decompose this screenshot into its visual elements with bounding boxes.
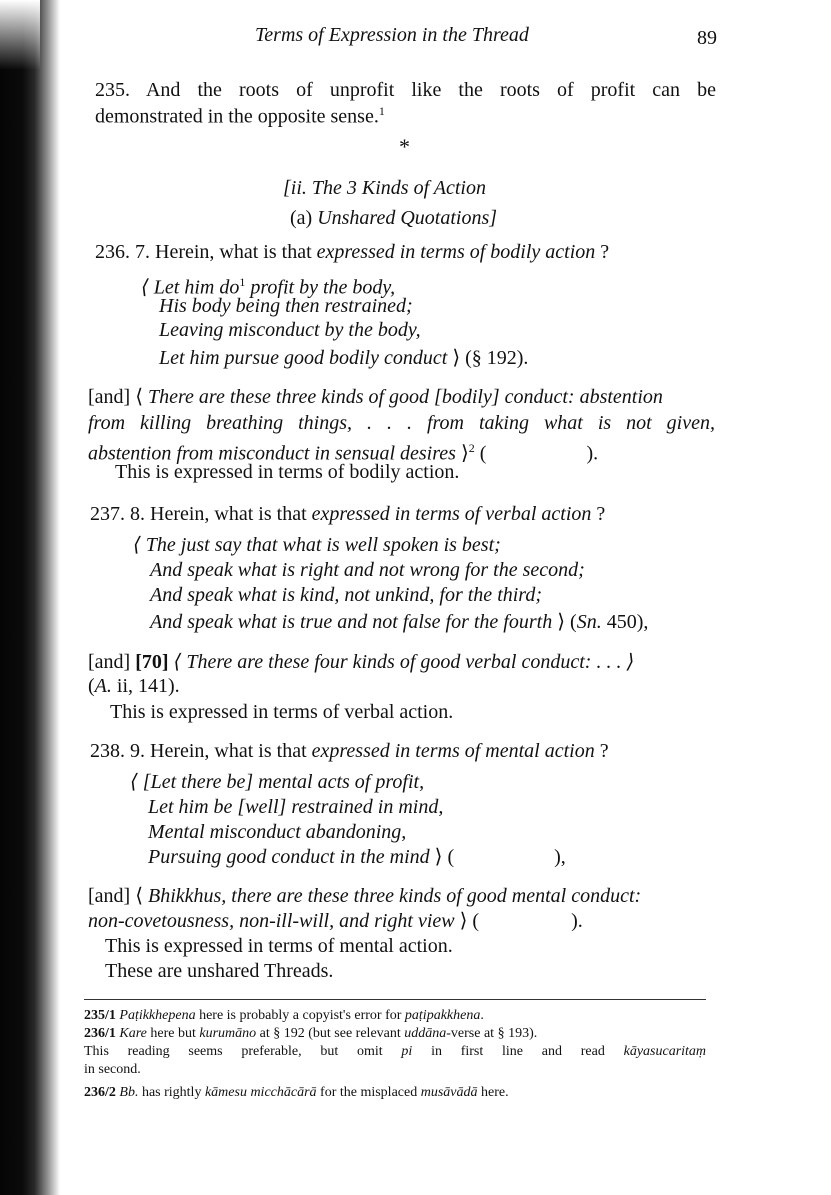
footnote-236-1-cont xyxy=(84,1043,706,1061)
para-237-and-line-2 xyxy=(88,674,180,698)
quote-close: ⟩ ( xyxy=(459,910,480,932)
heading-label: (a) xyxy=(290,207,313,229)
footnote-marker: 1 xyxy=(378,104,385,118)
quoted-text: abstention from misconduct in sensual desires xyxy=(88,442,456,465)
quote-close: ⟩ xyxy=(460,442,469,465)
verse-238-line-2: Let him be [well] restrained in mind, xyxy=(148,796,444,818)
quoted-text: Bhikkhus, there are these three kinds of good mental conduct: xyxy=(148,885,642,907)
footnote-marker: 1 xyxy=(239,275,246,289)
para-235-line-2 xyxy=(95,99,385,129)
footnote-label: 235/1 xyxy=(84,1008,116,1023)
footnote-rule xyxy=(84,999,706,1000)
para-238-conclusion-2: These are unshared Threads. xyxy=(105,960,334,982)
footnote-term: musāvādā xyxy=(420,1085,478,1100)
footnote-label: 236/2 xyxy=(84,1085,116,1100)
footnote-term: kāyasucaritaṃ xyxy=(623,1044,707,1059)
para-235-text: demonstrated in the opposite sense. xyxy=(95,105,379,128)
verse-236-line-3: Leaving misconduct by the body, xyxy=(159,319,421,341)
ref-open: ( xyxy=(479,442,487,465)
para-235-line-1: 235. And the roots of unprofit like the roots of profit can be xyxy=(95,79,716,101)
ref-close: ), xyxy=(554,846,566,868)
footnote-term: paṭipakkhena xyxy=(404,1008,481,1023)
footnote-term: Kare xyxy=(119,1026,147,1041)
footnote-text: here but xyxy=(146,1026,200,1041)
verse-text: profit by the body, xyxy=(250,276,396,299)
quoted-text: non-covetousness, non-ill-will, and right view xyxy=(88,910,455,932)
para-236-and-line-1 xyxy=(88,385,715,409)
footnote-235-1 xyxy=(84,1007,484,1025)
section-asterisk: * xyxy=(399,134,410,159)
verse-reference-number: 450), xyxy=(606,611,649,633)
and-prefix: [and] xyxy=(88,651,131,673)
footnote-text: at § 192 (but see relevant xyxy=(256,1026,405,1041)
footnote-236-1-end: in second. xyxy=(84,1062,141,1077)
footnote-term: pi xyxy=(401,1044,413,1059)
intro-text: 237. 8. Herein, what is that xyxy=(90,503,307,525)
quote-close: ⟩ ( xyxy=(434,846,455,868)
verse-238-line-1: ⟨ [Let there be] mental acts of profit, xyxy=(130,771,425,793)
para-238-and-line-2 xyxy=(88,909,583,933)
footnote-236-1 xyxy=(84,1025,537,1043)
footnote-term: kurumāno xyxy=(199,1026,257,1041)
verse-reference: ⟩ ( xyxy=(557,611,577,633)
footnote-term: Bb. xyxy=(119,1085,139,1100)
intro-question: ? xyxy=(596,503,606,525)
intro-question: ? xyxy=(600,241,610,263)
ref-open: ( xyxy=(88,675,95,697)
verse-238-line-3: Mental misconduct abandoning, xyxy=(148,821,407,843)
running-title: Terms of Expression in the Thread xyxy=(255,24,529,46)
section-heading-line-1: [ii. The 3 Kinds of Action xyxy=(283,177,486,199)
verse-237-line-4 xyxy=(150,610,648,634)
and-prefix: [and] ⟨ xyxy=(88,885,143,907)
intro-text: 238. 9. Herein, what is that xyxy=(90,740,307,762)
ref-close: ). xyxy=(586,442,599,465)
para-237-and-line-1 xyxy=(88,650,634,674)
page-number: 89 xyxy=(697,27,717,49)
page-reference: [70] xyxy=(135,651,169,673)
quoted-text: ⟨ There are these four kinds of good verbal conduct: . . . ⟩ xyxy=(173,651,635,673)
verse-text: Pursuing good conduct in the mind xyxy=(148,846,430,868)
ref-close: ). xyxy=(571,910,583,932)
section-heading-line-2 xyxy=(290,206,497,230)
intro-text: 236. 7. Herein, what is that xyxy=(95,241,312,263)
verse-text: Let him pursue good bodily conduct xyxy=(159,347,448,369)
verse-text: And speak what is true and not false for the fourth xyxy=(150,611,553,633)
footnote-term: kāmesu micchācārā xyxy=(204,1085,317,1100)
para-238-and-line-1 xyxy=(88,884,641,908)
verse-reference-source: Sn. xyxy=(576,611,602,633)
verse-237-line-1: ⟨ The just say that what is well spoken is best; xyxy=(133,534,501,556)
footnote-term: Paṭikkhepena xyxy=(119,1008,196,1023)
intro-italic: expressed in terms of bodily action xyxy=(316,241,596,263)
para-237-intro xyxy=(90,502,605,526)
verse-238-line-4 xyxy=(148,845,566,869)
intro-italic: expressed in terms of verbal action xyxy=(311,503,592,525)
footnote-text: has rightly xyxy=(138,1085,205,1100)
para-236-and-line-2: from killing breathing things, . . . from taking what is not given, xyxy=(88,412,715,434)
ref-number: ii, 141). xyxy=(116,675,180,697)
footnote-text: . xyxy=(480,1008,484,1023)
footnote-236-2 xyxy=(84,1084,509,1102)
verse-237-line-3: And speak what is kind, not unkind, for the third; xyxy=(150,584,543,606)
footnote-text: in first line and read xyxy=(431,1044,605,1059)
para-238-intro xyxy=(90,739,609,763)
verse-reference: ⟩ (§ 192). xyxy=(452,347,529,369)
intro-question: ? xyxy=(599,740,609,762)
footnote-label: 236/1 xyxy=(84,1026,116,1041)
heading-title: Unshared Quotations] xyxy=(317,207,498,229)
para-236-intro xyxy=(95,240,609,264)
footnote-text: here. xyxy=(477,1085,509,1100)
footnote-text: -verse at § 193). xyxy=(446,1026,538,1041)
footnote-text: for the misplaced xyxy=(316,1085,421,1100)
para-238-conclusion-1: This is expressed in terms of mental action. xyxy=(105,935,453,957)
intro-italic: expressed in terms of mental action xyxy=(311,740,595,762)
footnote-marker: 2 xyxy=(468,441,475,455)
para-237-conclusion: This is expressed in terms of verbal action. xyxy=(110,701,454,723)
and-prefix: [and] ⟨ xyxy=(88,386,143,408)
verse-236-line-2: His body being then restrained; xyxy=(159,295,413,317)
verse-text: ⟨ Let him do xyxy=(141,276,240,299)
para-236-conclusion: This is expressed in terms of bodily action. xyxy=(115,461,460,483)
ref-source: A. xyxy=(94,675,112,697)
footnote-text: here is probably a copyist's error for xyxy=(195,1008,405,1023)
footnote-text: This reading seems preferable, but omit xyxy=(84,1044,383,1059)
footnote-term: uddāna xyxy=(404,1026,447,1041)
verse-236-line-4 xyxy=(159,346,528,370)
quoted-text: There are these three kinds of good [bodily] conduct: abstention xyxy=(148,386,663,408)
verse-237-line-2: And speak what is right and not wrong for the second; xyxy=(150,559,585,581)
